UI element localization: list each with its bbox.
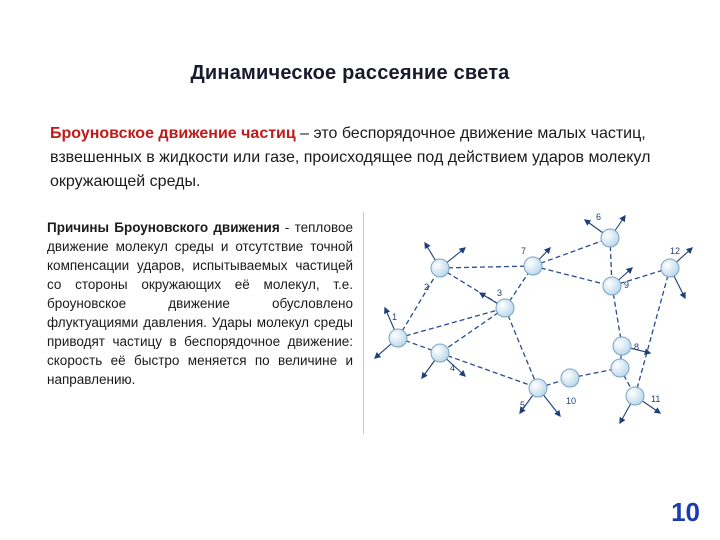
term-definition: – это беспорядочное движение малых частиц, взвешенных в жидкости или газе, происходящее под действием ударов молекул окружающей среды. — [50, 125, 651, 190]
particle — [431, 344, 449, 362]
trajectory-segment — [440, 266, 533, 268]
trajectory-segment — [635, 268, 670, 396]
particle — [661, 259, 679, 277]
trajectory-segment — [440, 308, 505, 353]
point-label: 11 — [651, 394, 661, 404]
point-label: 6 — [596, 212, 602, 222]
point-label: 9 — [624, 280, 630, 290]
point-label: 1 — [392, 312, 398, 322]
causes-body: - тепловое движение молекул среды и отсутствие точной компенсации ударов, испытываемых частицей со стороны окружающих её молекул, т.е. броуновское движение обусловлено флуктуациями давления. Удары молекул среды приводят частицу в беспорядочное движение: скорость её быстро меняется по величине и направлению. — [47, 220, 353, 387]
point-label: 5 — [520, 400, 526, 410]
point-label: 7 — [521, 246, 527, 256]
trajectory-segment — [398, 268, 440, 338]
point-label: 3 — [497, 288, 503, 298]
particle — [561, 369, 579, 387]
trajectory-segment — [533, 266, 612, 286]
term-highlight: Броуновское движение частиц — [50, 125, 296, 142]
point-label: 4 — [450, 363, 456, 373]
particle — [389, 329, 407, 347]
particle — [613, 337, 631, 355]
causes-lead: Причины Броуновского движения — [47, 220, 280, 235]
particle — [496, 299, 514, 317]
point-label: 10 — [566, 396, 577, 406]
brownian-motion-diagram — [370, 208, 700, 438]
point-label: 2 — [424, 282, 430, 292]
trajectory-segment — [398, 308, 505, 338]
particle — [611, 359, 629, 377]
particle — [601, 229, 619, 247]
point-label: 8 — [634, 342, 640, 352]
page-number: 10 — [671, 497, 700, 527]
particle — [603, 277, 621, 295]
causes-paragraph — [47, 218, 353, 389]
particle — [626, 387, 644, 405]
particle — [524, 257, 542, 275]
causes-divider — [363, 212, 364, 434]
trajectory-segment — [533, 238, 610, 266]
point-label: 12 — [670, 246, 681, 256]
trajectory-segment — [505, 308, 538, 388]
particle — [431, 259, 449, 277]
slide-title: Динамическое рассеяние света — [190, 62, 510, 84]
intro-paragraph — [50, 122, 690, 194]
particle — [529, 379, 547, 397]
